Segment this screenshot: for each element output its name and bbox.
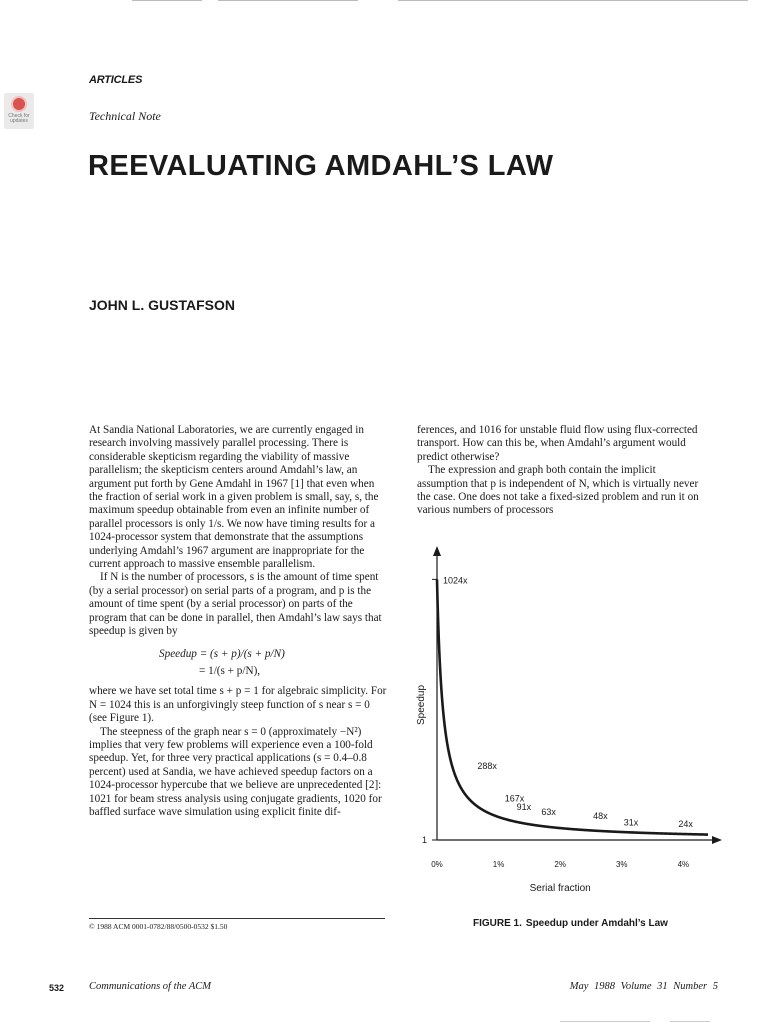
y-axis-label: Speedup: [416, 684, 427, 726]
top-rule: [218, 0, 358, 1]
badge-text: Check for updates: [8, 113, 30, 124]
figure-caption-text: Speedup under Amdahl’s Law: [525, 918, 668, 929]
x-axis-arrow-icon: [712, 836, 722, 844]
top-rule: [132, 0, 202, 1]
bottom-rule: [670, 1021, 710, 1022]
speedup-curve: [437, 579, 708, 834]
body-column-left: [89, 424, 389, 819]
data-label: 288x: [477, 760, 497, 771]
note-type-label: Technical Note: [89, 109, 161, 123]
data-label: 167x: [504, 793, 525, 804]
x-axis-label: Serial fraction: [529, 883, 591, 894]
journal-name: Communications of the ACM: [89, 981, 212, 992]
x-tick-label: 4%: [677, 860, 690, 869]
y-axis-arrow-icon: [433, 546, 441, 556]
section-label: ARTICLES: [89, 74, 143, 86]
speedup-chart: [396, 540, 726, 900]
data-label: 48x: [593, 811, 608, 822]
figure-caption: [473, 918, 668, 929]
bookmark-icon: [11, 96, 27, 112]
data-label: 31x: [623, 817, 639, 828]
top-rule: [398, 0, 748, 1]
author-name: JOHN L. GUSTAFSON: [89, 297, 235, 313]
copyright-footnote: © 1988 ACM 0001-0782/88/0500-0532 $1.50: [89, 922, 228, 931]
footnote-rule: [89, 918, 385, 919]
equation: Speedup = (s + p)/(s + p/N): [159, 647, 285, 660]
paragraph: The steepness of the graph near s = 0 (approximately −N²) implies that very few problems will experience even a 100-fold speedup. Yet, for three very practical applications (s = 0.4–0.8 percent) used at Sandia, we have achieved speedup factors on a 1024-processor hypercube that we believe are unprecedented [2]: 1021 for beam stress analysis using conjugate gradients, 1020 for baffled surface wave simulation using explicit finite dif-: [89, 725, 382, 818]
issue-info: May 1988 Volume 31 Number 5: [569, 981, 718, 992]
x-tick-label: 2%: [554, 860, 566, 869]
x-tick-label: 3%: [615, 860, 628, 869]
data-label: 24x: [678, 819, 693, 830]
equation: = 1/(s + p/N),: [199, 664, 261, 677]
check-for-updates-badge[interactable]: [4, 93, 34, 129]
bottom-rule: [560, 1021, 650, 1022]
data-label: 1024x: [443, 575, 468, 586]
paragraph: If N is the number of processors, s is the amount of time spent (by a serial processor) on serial parts of a program, and p is the amount of time spent (by a serial processor) on parts of the program that can be done in parallel, then Amdahl’s law says that speedup is given by: [89, 571, 382, 638]
y-tick-label: 1: [421, 835, 427, 845]
paragraph: where we have set total time s + p = 1 for algebraic simplicity. For N = 1024 this is an unforgivingly steep function of s near s = 0 (see Figure 1).: [89, 685, 387, 725]
x-tick-label: 1%: [492, 860, 505, 869]
data-label: 63x: [541, 807, 556, 818]
paragraph: At Sandia National Laboratories, we are currently engaged in research involving massively parallel processing. There is considerable skepticism regarding the viability of massive parallelism; the skepticism centers around Amdahl’s law, an argument put forth by Gene Amdahl in 1967 [1] that even when the fraction of serial work in a given problem is small, say, s, the maximum speedup obtainable from even an infinite number of parallel processors is only 1/s. We now have timing results for a 1024-processor system that demonstrate that the assumptions underlying Amdahl’s 1967 argument are inappropriate for the current approach to massive ensemble parallelism.: [89, 424, 379, 571]
x-tick-label: 0%: [431, 860, 443, 869]
paragraph: The expression and graph both contain the implicit assumption that p is independent of N, which is virtually never the case. One does not take a fixed-sized problem and run it on various numbers of processors: [417, 464, 699, 517]
figure-number: FIGURE 1.: [473, 918, 522, 929]
body-column-right: [417, 424, 709, 518]
page-number: 532: [49, 983, 65, 993]
paragraph: ferences, and 1016 for unstable fluid flow using flux-corrected transport. How can this be, when Amdahl’s argument would predict otherwise?: [417, 424, 698, 463]
article-title: REEVALUATING AMDAHL’S LAW: [88, 150, 554, 182]
data-label: 91x: [516, 802, 532, 813]
